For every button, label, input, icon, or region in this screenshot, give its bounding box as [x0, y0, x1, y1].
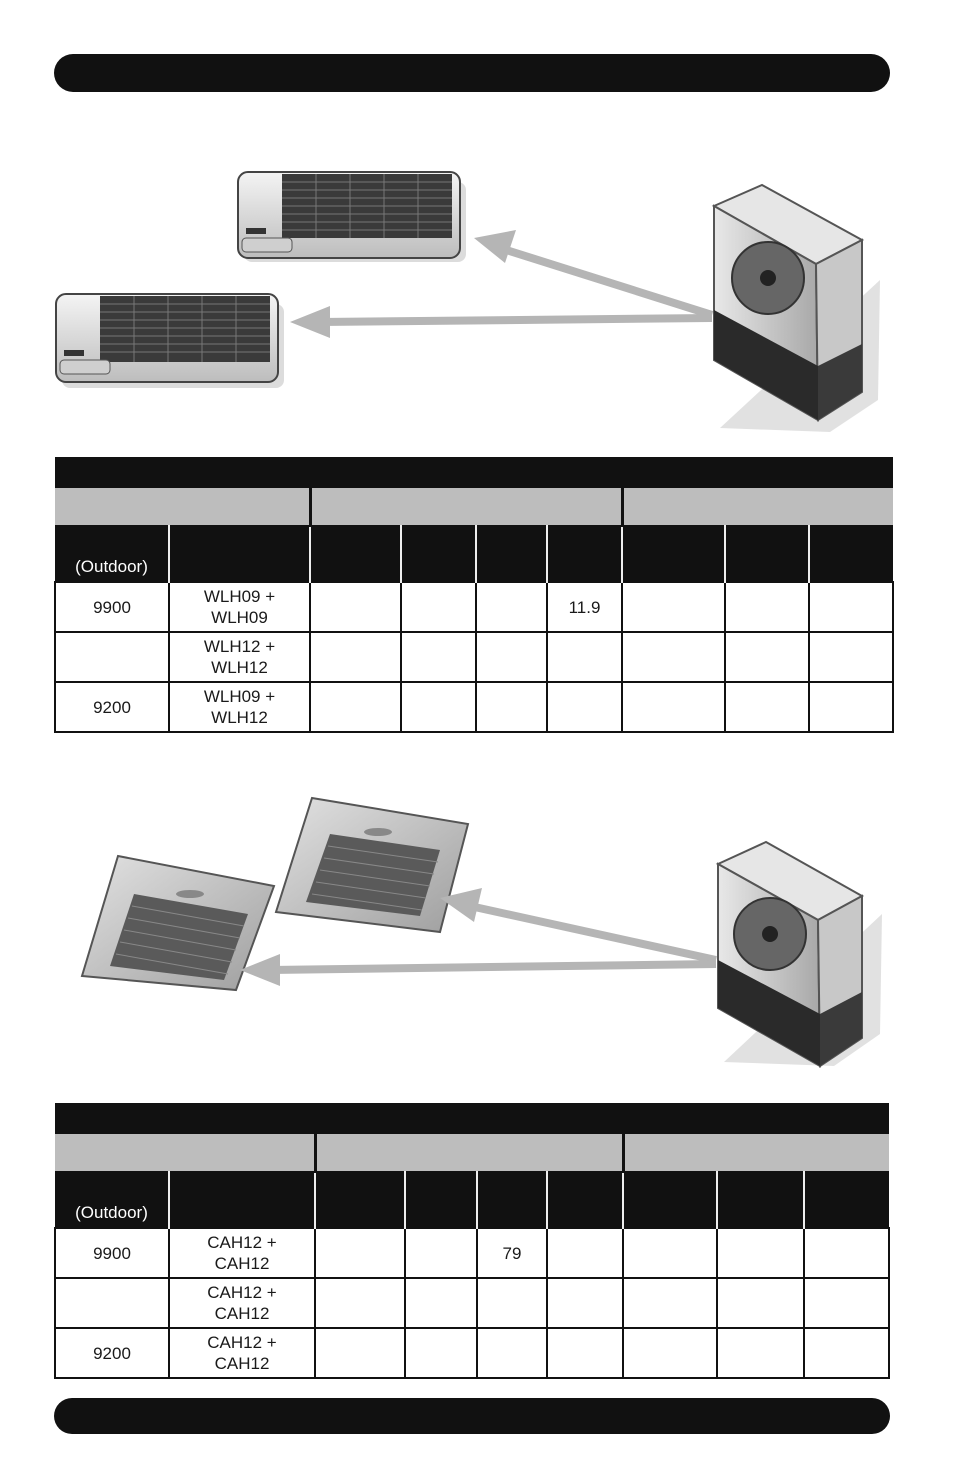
- cassette-unit-spec-table: [54, 1103, 890, 1379]
- table-row: WLH12 + WLH12: [55, 632, 893, 682]
- table-row: 9900 WLH09 + WLH09 11.9: [55, 582, 893, 632]
- outdoor-header: (Outdoor): [55, 526, 169, 582]
- wall-unit-spec-table: [54, 457, 894, 733]
- table-title-bar: [55, 1103, 889, 1134]
- table-row: 9200 CAH12 + CAH12: [55, 1328, 889, 1378]
- table-row: 9200 WLH09 + WLH12: [55, 682, 893, 732]
- table-row: CAH12 + CAH12: [55, 1278, 889, 1328]
- table-column-header: [55, 1172, 889, 1228]
- table-group-header: [55, 1134, 889, 1172]
- cassette-unit-upper: [276, 798, 468, 932]
- table-title-bar: [55, 457, 893, 488]
- table-row: 9900 CAH12 + CAH12 79: [55, 1228, 889, 1278]
- wall-unit-diagram: [0, 160, 954, 440]
- outdoor-unit: [718, 842, 882, 1066]
- table-group-header: [55, 488, 893, 526]
- outdoor-unit: [714, 185, 880, 432]
- outdoor-header: (Outdoor): [55, 1172, 169, 1228]
- cassette-unit-diagram: [0, 790, 954, 1080]
- footer-bar: [54, 1398, 890, 1434]
- wall-unit-upper: [238, 172, 466, 262]
- table-column-header: [55, 526, 893, 582]
- header-bar: [54, 54, 890, 92]
- wall-unit-lower: [56, 294, 284, 388]
